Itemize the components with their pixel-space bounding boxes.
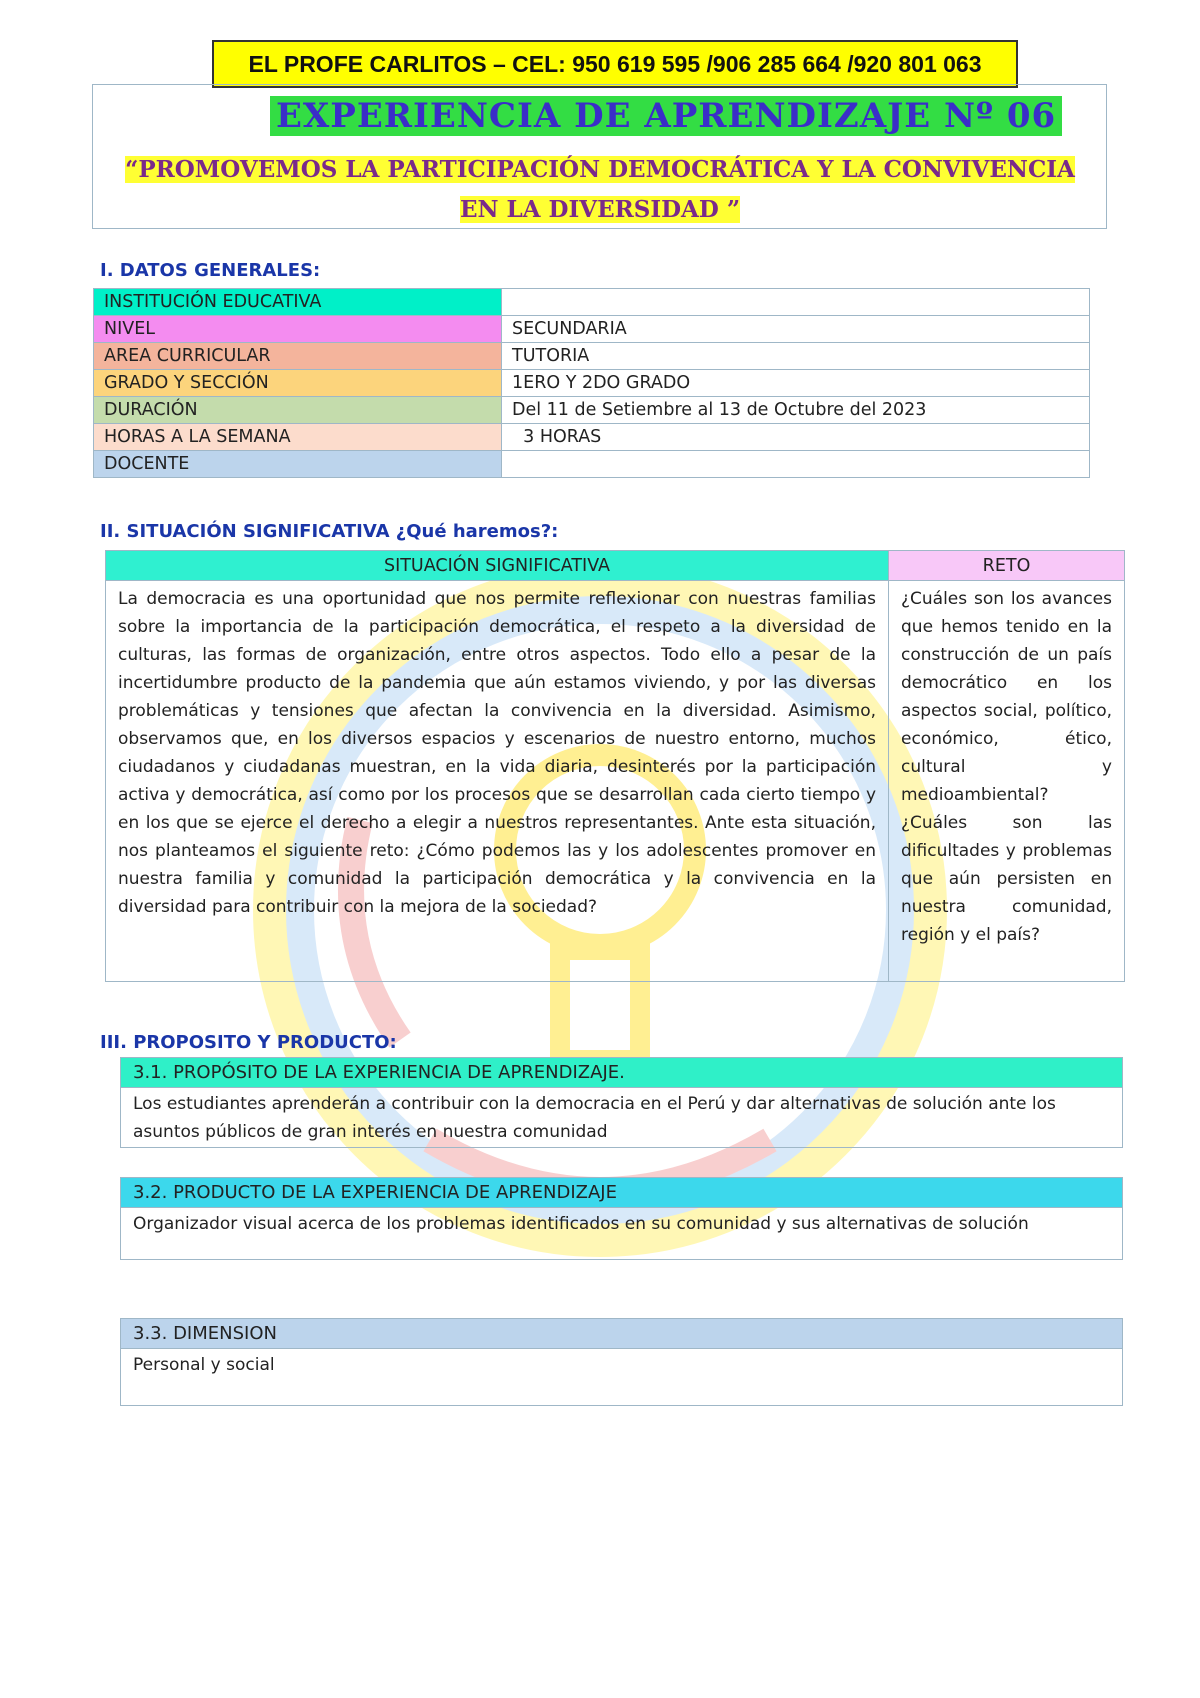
- general-row-label: NIVEL: [94, 316, 502, 343]
- general-data-table: [93, 288, 1090, 478]
- general-row-value: 1ERO Y 2DO GRADO: [502, 370, 1090, 397]
- section-1-heading: I. DATOS GENERALES:: [100, 260, 321, 281]
- general-row-label: GRADO Y SECCIÓN: [94, 370, 502, 397]
- product-box: [120, 1177, 1123, 1260]
- product-text: Organizador visual acerca de los problemas identificados en su comunidad y sus alternativas de solución: [133, 1214, 1029, 1234]
- general-row-label: INSTITUCIÓN EDUCATIVA: [94, 289, 502, 316]
- experience-subtitle: [115, 150, 1085, 230]
- general-row: [94, 343, 1090, 370]
- general-row-value: [502, 289, 1090, 316]
- dimension-text: Personal y social: [133, 1355, 275, 1375]
- general-row-value: TUTORIA: [502, 343, 1090, 370]
- general-row-value: Del 11 de Setiembre al 13 de Octubre del 2023: [502, 397, 1090, 424]
- general-row-value: SECUNDARIA: [502, 316, 1090, 343]
- purpose-box: [120, 1057, 1123, 1148]
- general-row: [94, 370, 1090, 397]
- purpose-title: 3.1. PROPÓSITO DE LA EXPERIENCIA DE APRENDIZAJE.: [121, 1058, 1122, 1088]
- experience-title: EXPERIENCIA DE APRENDIZAJE Nº 06: [270, 96, 1062, 136]
- general-row: [94, 451, 1090, 478]
- product-title: 3.2. PRODUCTO DE LA EXPERIENCIA DE APRENDIZAJE: [121, 1178, 1122, 1208]
- subtitle-line-1: “PROMOVEMOS LA PARTICIPACIÓN DEMOCRÁTICA Y LA CONVIVENCIA: [125, 156, 1075, 183]
- situacion-header: SITUACIÓN SIGNIFICATIVA: [106, 551, 889, 581]
- dimension-title: 3.3. DIMENSION: [121, 1319, 1122, 1349]
- general-row: [94, 397, 1090, 424]
- general-row-label: DOCENTE: [94, 451, 502, 478]
- section-3-heading: III. PROPOSITO Y PRODUCTO:: [100, 1032, 397, 1053]
- situacion-text: La democracia es una oportunidad que nos permite reflexionar con nuestras familias sobre la importancia de la participación democrática, el respeto a la diversidad de culturas, las formas de organización, entre otros aspectos. Todo ello a pesar de la incertidumbre producto de la pandemia que aún estamos viviendo, y por las diversas problemáticas y tensiones que afectan la convivencia en la diversidad. Asimismo, observamos que, en los diversos espacios y escenarios de nuestro entorno, muchos ciudadanos y ciudadanas muestran, en la vida diaria, desinterés por la participación activa y democrática, así como por los procesos que se desarrollan cada cierto tiempo y en los que se ejerce el derecho a elegir a nuestros representantes. Ante esta situación, nos planteamos el siguiente reto: ¿Cómo podemos las y los adolescentes promover en nuestra familia y comunidad la participación democrática y la convivencia en la diversidad para contribuir con la mejora de la sociedad?: [106, 581, 889, 982]
- subtitle-line-2: EN LA DIVERSIDAD ”: [459, 196, 741, 223]
- general-row: [94, 316, 1090, 343]
- general-row-value: [502, 451, 1090, 478]
- situation-table: [105, 550, 1125, 982]
- general-row-label: AREA CURRICULAR: [94, 343, 502, 370]
- purpose-text: Los estudiantes aprenderán a contribuir con la democracia en el Perú y dar alternativas de solución ante los asuntos públicos de gran interés en nuestra comunidad: [133, 1094, 1056, 1142]
- general-row: [94, 289, 1090, 316]
- section-2-heading: II. SITUACIÓN SIGNIFICATIVA ¿Qué haremos?:: [100, 521, 559, 542]
- general-row-label: HORAS A LA SEMANA: [94, 424, 502, 451]
- general-row: [94, 424, 1090, 451]
- reto-text: ¿Cuáles son los avances que hemos tenido en la construcción de un país democrático en los aspectos social, político, económico, ético, cultural y medioambiental? ¿Cuáles son las dificultades y problemas que aún persisten en nuestra comunidad, región y el país?: [889, 581, 1125, 982]
- contact-banner: EL PROFE CARLITOS – CEL: 950 619 595 /906 285 664 /920 801 063: [212, 40, 1018, 88]
- reto-header: RETO: [889, 551, 1125, 581]
- general-row-value: 3 HORAS: [502, 424, 1090, 451]
- dimension-box: [120, 1318, 1123, 1406]
- general-row-label: DURACIÓN: [94, 397, 502, 424]
